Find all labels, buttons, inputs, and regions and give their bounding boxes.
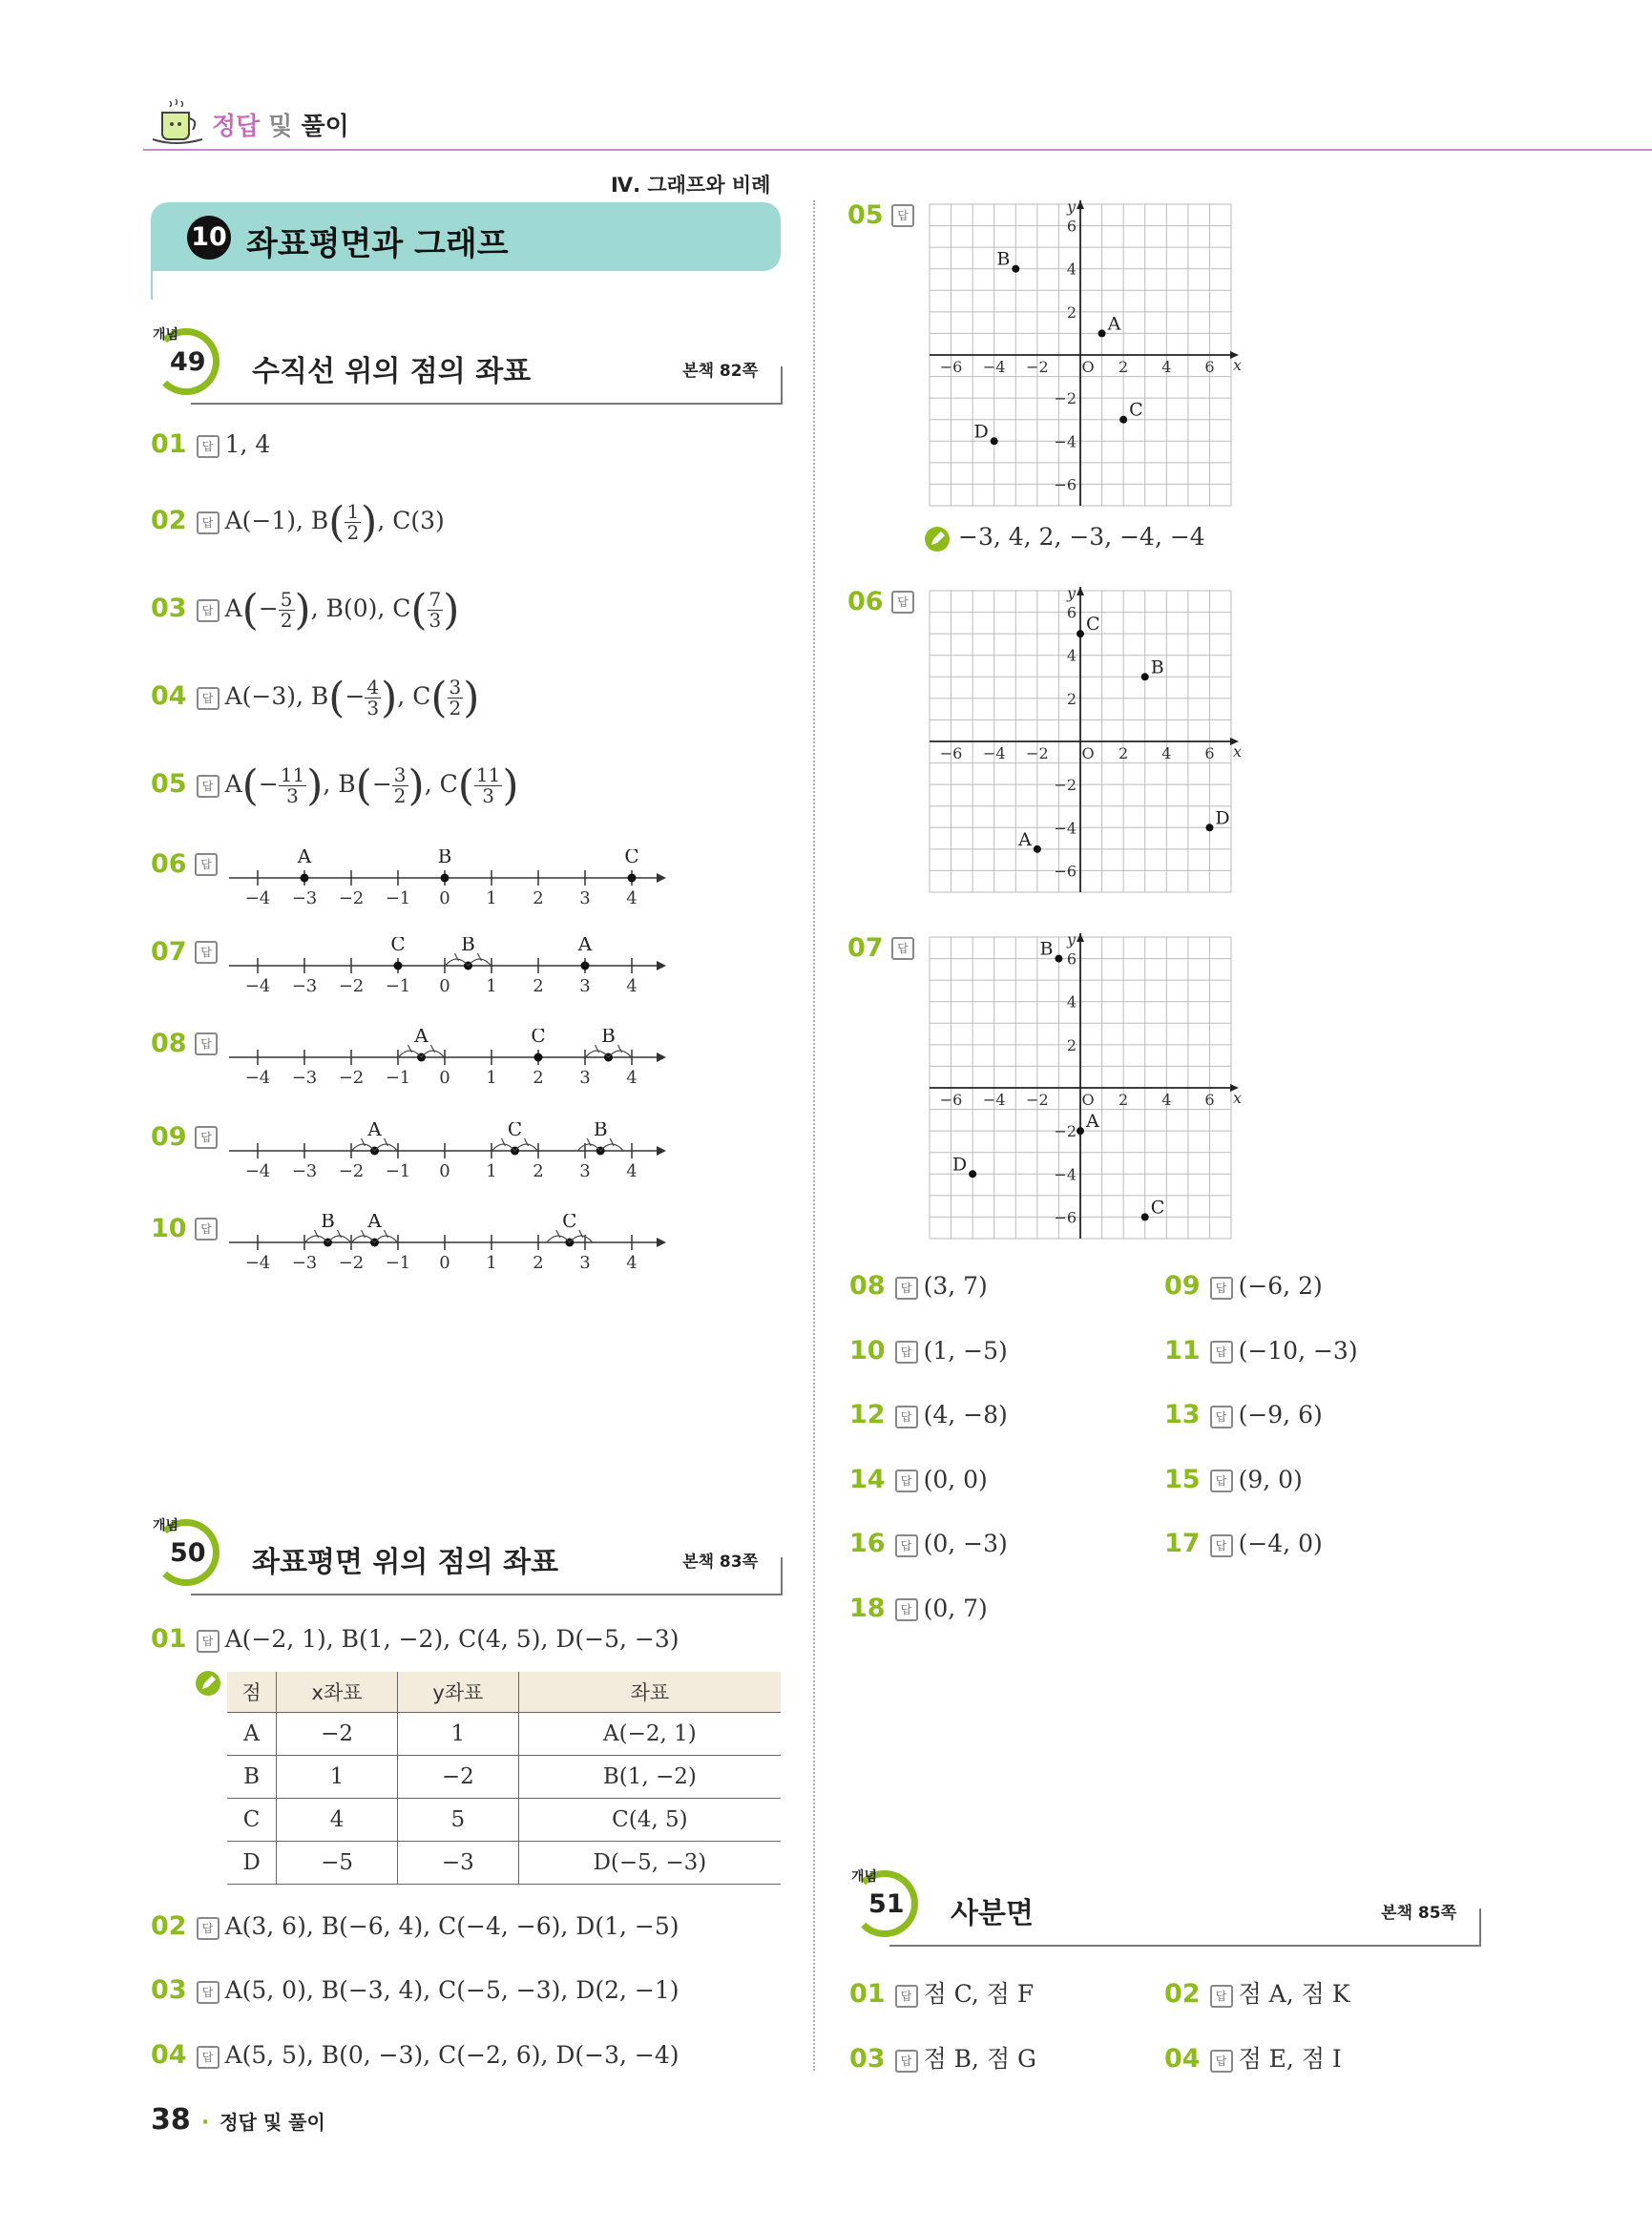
coordinate-plane xyxy=(847,933,1267,1258)
x-tick-label: 2 xyxy=(1119,744,1129,762)
point-label: D xyxy=(1215,807,1230,829)
point-c xyxy=(394,962,403,970)
y-tick-label: −2 xyxy=(1054,1122,1077,1141)
y-tick-label: 6 xyxy=(1066,949,1077,969)
tick-label: −2 xyxy=(338,888,365,908)
concept-50-header: 개념 50 좌표평면 위의 점의 좌표 본책 83쪽 xyxy=(153,1519,783,1595)
chapter-title: 좌표평면과 그래프 xyxy=(246,225,509,263)
tick-label: −2 xyxy=(338,1161,365,1181)
point-b xyxy=(1012,265,1019,273)
tick-label: −3 xyxy=(291,1253,318,1273)
number-line xyxy=(151,937,685,1013)
x-tick-label: −4 xyxy=(982,358,1006,376)
point-label: A xyxy=(1086,1111,1099,1133)
x-tick-label: 2 xyxy=(1119,358,1129,376)
tick-label: 2 xyxy=(533,1068,544,1088)
x-tick-label: 2 xyxy=(1119,1091,1129,1109)
y-tick-label: 2 xyxy=(1066,1035,1077,1054)
graph-answer-05: 05 답 −6 −4 −2 O 2 4 6 6 4 2 −2 −4 −6 x y A B C D xyxy=(847,200,1277,525)
tick-label: 1 xyxy=(486,976,497,996)
answer-14: 14 답 (0, 0) xyxy=(849,1464,988,1494)
x-tick-label: O xyxy=(1081,1091,1095,1109)
concept-title: 좌표평면 위의 점의 좌표 xyxy=(252,1546,559,1579)
point-c xyxy=(1119,416,1127,424)
point-label: A xyxy=(1018,828,1032,850)
tick-label: 1 xyxy=(486,888,497,908)
x-tick-label: −2 xyxy=(1026,1091,1049,1109)
point-label: C xyxy=(624,849,639,867)
pencil-icon xyxy=(924,526,951,553)
table-header: 점 xyxy=(227,1672,277,1713)
tick-label: 3 xyxy=(579,1068,591,1088)
graph-answer-06: 06 답 −6 −4 −2 O 2 4 6 6 4 2 −2 −4 −6 x y A B C D xyxy=(847,587,1277,911)
y-tick-label: 2 xyxy=(1066,689,1077,708)
numberline-answer-06: 06 답 −4 −3 −2 −1 0 1 2 3 4 A B C xyxy=(151,849,685,926)
x-tick-label: O xyxy=(1081,358,1095,376)
point-label: C xyxy=(1150,1197,1165,1219)
tick-label: −1 xyxy=(385,1068,411,1088)
tick-label: −3 xyxy=(291,888,318,908)
point-a xyxy=(1098,329,1106,337)
answer-49-03: 03 답 A(− $\frac{5}{2}$ ), B(0), C( $\frac{7}{3}$ ) xyxy=(151,586,460,635)
numberline-answer-09: 09 답 −4 −3 −2 −1 0 1 2 3 4 A C B xyxy=(151,1122,685,1199)
chapter-banner xyxy=(151,202,781,271)
table-row: C 4 5 C(4, 5) xyxy=(227,1799,781,1842)
coordinate-plane xyxy=(847,200,1267,525)
tick-label: 3 xyxy=(579,888,591,908)
y-tick-label: −2 xyxy=(1054,389,1077,408)
table-header: x좌표 xyxy=(277,1672,398,1713)
tick-label: −3 xyxy=(291,976,318,996)
point-b xyxy=(441,874,450,883)
number-line xyxy=(151,849,685,926)
y-tick-label: −4 xyxy=(1054,819,1077,838)
point-label: C xyxy=(1086,614,1100,636)
point-a xyxy=(1034,845,1041,853)
header-rule xyxy=(143,149,1652,151)
answer-50-02: 02 답 A(3, 6), B(−6, 4), C(−4, −6), D(1, −5) xyxy=(151,1911,680,1941)
y-tick-label: 4 xyxy=(1066,260,1077,279)
point-b xyxy=(1055,955,1062,963)
tick-label: −4 xyxy=(244,1253,271,1273)
point-label: B xyxy=(593,1122,608,1140)
table-row: B 1 −2 B(1, −2) xyxy=(227,1756,781,1799)
graph-05-note: −3, 4, 2, −3, −4, −4 xyxy=(924,523,1205,553)
page-number: 38 xyxy=(151,2103,191,2137)
textbook-ref: 본책 83쪽 xyxy=(682,1553,758,1572)
footer: 38 · 정답 및 풀이 xyxy=(151,2103,325,2137)
x-axis-name: x xyxy=(1233,1089,1243,1107)
x-tick-label: O xyxy=(1081,744,1095,762)
answer-10: 10 답 (1, −5) xyxy=(849,1335,1008,1366)
tick-label: −1 xyxy=(385,1253,411,1273)
y-axis-name: y xyxy=(1067,587,1077,602)
tick-label: 0 xyxy=(439,1253,450,1273)
tick-label: 1 xyxy=(486,1161,497,1181)
tick-label: 4 xyxy=(626,1161,638,1181)
tick-label: −2 xyxy=(338,1253,365,1273)
concept-title: 사분면 xyxy=(951,1897,1034,1930)
x-tick-label: 6 xyxy=(1204,358,1215,376)
point-d xyxy=(969,1170,976,1178)
tick-label: 2 xyxy=(533,1253,544,1273)
concept-number: 51 xyxy=(868,1889,905,1919)
x-tick-label: −6 xyxy=(939,358,963,376)
tick-label: 4 xyxy=(626,888,638,908)
x-tick-label: −6 xyxy=(939,744,963,762)
point-label: A xyxy=(297,849,312,867)
tick-label: 2 xyxy=(533,888,544,908)
tick-label: 3 xyxy=(579,1253,591,1273)
footer-text: 정답 및 풀이 xyxy=(220,2111,325,2134)
tick-label: 1 xyxy=(486,1253,497,1273)
answer-51-01: 01 답 점 C, 점 F xyxy=(849,1979,1035,2009)
point-a xyxy=(301,874,309,883)
point-a xyxy=(1077,1127,1084,1135)
tick-label: 4 xyxy=(626,976,638,996)
x-tick-label: −2 xyxy=(1026,744,1049,762)
tick-label: −4 xyxy=(244,888,271,908)
tick-label: 1 xyxy=(486,1068,497,1088)
header-title-a: 정답 xyxy=(212,113,261,141)
tick-label: 4 xyxy=(626,1253,638,1273)
y-axis-name: y xyxy=(1067,200,1077,216)
point-label: C xyxy=(390,937,406,955)
numberline-answer-08: 08 답 −4 −3 −2 −1 0 1 2 3 4 A C B xyxy=(151,1029,685,1105)
x-tick-label: 6 xyxy=(1204,1091,1215,1109)
header-title-b: 및 xyxy=(268,113,293,141)
answer-13: 13 답 (−9, 6) xyxy=(1164,1400,1323,1429)
y-tick-label: 6 xyxy=(1066,603,1077,622)
textbook-ref: 본책 85쪽 xyxy=(1381,1904,1456,1923)
x-tick-label: −4 xyxy=(982,1091,1006,1109)
y-tick-label: −6 xyxy=(1054,475,1077,494)
x-tick-label: −2 xyxy=(1026,358,1049,376)
point-label: B xyxy=(321,1214,335,1232)
x-tick-label: 4 xyxy=(1161,744,1172,762)
table-header: 좌표 xyxy=(518,1672,781,1713)
answer-49-01: 01 답 1, 4 xyxy=(151,429,271,459)
point-label: B xyxy=(461,937,475,955)
concept-title: 수직선 위의 점의 좌표 xyxy=(252,355,532,388)
header-title-c: 풀이 xyxy=(301,113,349,141)
answer-50-04: 04 답 A(5, 5), B(0, −3), C(−2, 6), D(−3, −4) xyxy=(151,2040,680,2070)
concept-number: 49 xyxy=(170,347,206,377)
answer-51-02: 02 답 점 A, 점 K xyxy=(1164,1979,1350,2009)
point-c xyxy=(1077,630,1084,637)
tick-label: −1 xyxy=(385,1161,411,1181)
tick-label: 3 xyxy=(579,976,591,996)
answer-51-03: 03 답 점 B, 점 G xyxy=(849,2044,1037,2074)
answer-51-04: 04 답 점 E, 점 I xyxy=(1164,2044,1342,2074)
tick-label: 0 xyxy=(439,1161,450,1181)
answer-15: 15 답 (9, 0) xyxy=(1164,1464,1303,1494)
point-c xyxy=(1141,1213,1149,1220)
cup-icon xyxy=(149,95,206,149)
y-tick-label: −6 xyxy=(1054,862,1077,881)
point-c xyxy=(628,874,637,883)
x-tick-label: −6 xyxy=(939,1091,963,1109)
banner-tail xyxy=(151,271,172,300)
tick-label: 2 xyxy=(533,1161,544,1181)
table-header: y좌표 xyxy=(397,1672,518,1713)
table-row: D −5 −3 D(−5, −3) xyxy=(227,1842,781,1885)
point-label: B xyxy=(601,1029,616,1047)
coordinate-plane xyxy=(847,587,1267,911)
column-divider xyxy=(813,200,815,2071)
tick-label: −3 xyxy=(291,1161,318,1181)
tick-label: −3 xyxy=(291,1068,318,1088)
point-label: A xyxy=(1107,313,1121,335)
y-tick-label: −6 xyxy=(1054,1208,1077,1227)
tick-label: −4 xyxy=(244,1068,271,1088)
x-tick-label: 4 xyxy=(1161,1091,1172,1109)
tick-label: 0 xyxy=(439,976,450,996)
y-tick-label: 6 xyxy=(1066,217,1077,236)
point-c xyxy=(534,1053,543,1062)
tick-label: 0 xyxy=(439,888,450,908)
x-tick-label: −4 xyxy=(982,744,1006,762)
numberline-answer-07: 07 답 −4 −3 −2 −1 0 1 2 3 4 C B A xyxy=(151,937,685,1013)
tick-label: 3 xyxy=(579,1161,591,1181)
point-label: B xyxy=(996,248,1011,270)
answer-17: 17 답 (−4, 0) xyxy=(1164,1529,1323,1558)
point-a xyxy=(581,962,590,970)
answer-11: 11 답 (−10, −3) xyxy=(1164,1335,1358,1366)
tick-label: 0 xyxy=(439,1068,450,1088)
point-label: C xyxy=(562,1214,577,1232)
answer-49-04: 04 답 A(−3), B(− $\frac{4}{3}$ ), C( $\frac{3}{2}$ ) xyxy=(151,674,480,722)
tick-label: −4 xyxy=(244,1161,271,1181)
y-tick-label: 4 xyxy=(1066,646,1077,665)
x-axis-name: x xyxy=(1233,742,1243,761)
y-tick-label: 4 xyxy=(1066,992,1077,1011)
point-label: A xyxy=(367,1122,382,1140)
y-tick-label: −4 xyxy=(1054,432,1077,451)
point-label: D xyxy=(973,421,989,443)
concept-49-header: 개념 49 수직선 위의 점의 좌표 본책 82쪽 xyxy=(153,328,783,405)
answer-12: 12 답 (4, −8) xyxy=(849,1400,1008,1429)
tick-label: −1 xyxy=(385,888,411,908)
point-label: A xyxy=(577,937,593,955)
tick-label: −2 xyxy=(338,976,365,996)
tick-label: −4 xyxy=(244,976,271,996)
answer-50-03: 03 답 A(5, 0), B(−3, 4), C(−5, −3), D(2, −1) xyxy=(151,1975,680,2005)
header xyxy=(143,95,1652,153)
y-tick-label: −4 xyxy=(1054,1165,1077,1184)
concept-51-header: 개념 51 사분면 본책 85쪽 xyxy=(851,1870,1481,1947)
table-row: A −2 1 A(−2, 1) xyxy=(227,1713,781,1756)
y-tick-label: 2 xyxy=(1066,302,1077,322)
point-label: C xyxy=(531,1029,546,1047)
graph-answer-07: 07 답 −6 −4 −2 O 2 4 6 6 4 2 −2 −4 −6 x y A B C D xyxy=(847,933,1277,1258)
point-label: C xyxy=(507,1122,523,1140)
numberline-answer-10: 10 답 −4 −3 −2 −1 0 1 2 3 4 B A C xyxy=(151,1214,685,1290)
y-tick-label: −2 xyxy=(1054,776,1077,795)
answer-18: 18 답 (0, 7) xyxy=(849,1593,988,1623)
point-label: C xyxy=(1129,399,1143,421)
point-label: A xyxy=(414,1029,429,1047)
number-line xyxy=(151,1029,685,1105)
tick-label: −2 xyxy=(338,1068,365,1088)
unit-label: Ⅳ. 그래프와 비례 xyxy=(611,174,771,197)
x-tick-label: 4 xyxy=(1161,358,1172,376)
x-tick-label: 6 xyxy=(1204,744,1215,762)
x-axis-name: x xyxy=(1233,356,1243,374)
answer-icon: 답 xyxy=(197,435,220,458)
point-d xyxy=(991,437,998,445)
answer-16: 16 답 (0, −3) xyxy=(849,1529,1008,1558)
textbook-ref: 본책 82쪽 xyxy=(682,362,758,381)
tick-label: 4 xyxy=(626,1068,638,1088)
answer-49-05: 05 답 A(− $\frac{11}{3}$ ), B(− $\frac{3}{2}$ ), C( $\frac{11}{3}$ ) xyxy=(151,761,519,810)
y-axis-name: y xyxy=(1067,933,1077,949)
number-line xyxy=(151,1122,685,1199)
point-d xyxy=(1205,824,1213,831)
tick-label: −1 xyxy=(385,976,411,996)
points-table xyxy=(227,1672,781,1885)
answer-50-01: 01 답 A(−2, 1), B(1, −2), C(4, 5), D(−5, −3) xyxy=(151,1624,680,1654)
point-label: A xyxy=(367,1214,382,1232)
point-label: D xyxy=(951,1154,968,1176)
chapter-number: 10 xyxy=(187,216,231,260)
point-label: B xyxy=(1150,657,1164,678)
answer-08: 08 답 (3, 7) xyxy=(849,1271,988,1301)
number-line xyxy=(151,1214,685,1290)
point-label: B xyxy=(1039,938,1054,960)
answer-49-02: 02 답 A(−1), B( $\frac{1}{2}$ ), C(3) xyxy=(151,498,445,547)
point-b xyxy=(1141,673,1149,680)
answer-09: 09 답 (−6, 2) xyxy=(1164,1271,1323,1301)
point-label: B xyxy=(437,849,452,867)
pencil-icon xyxy=(195,1670,221,1697)
tick-label: 2 xyxy=(533,976,544,996)
concept-number: 50 xyxy=(170,1538,206,1568)
